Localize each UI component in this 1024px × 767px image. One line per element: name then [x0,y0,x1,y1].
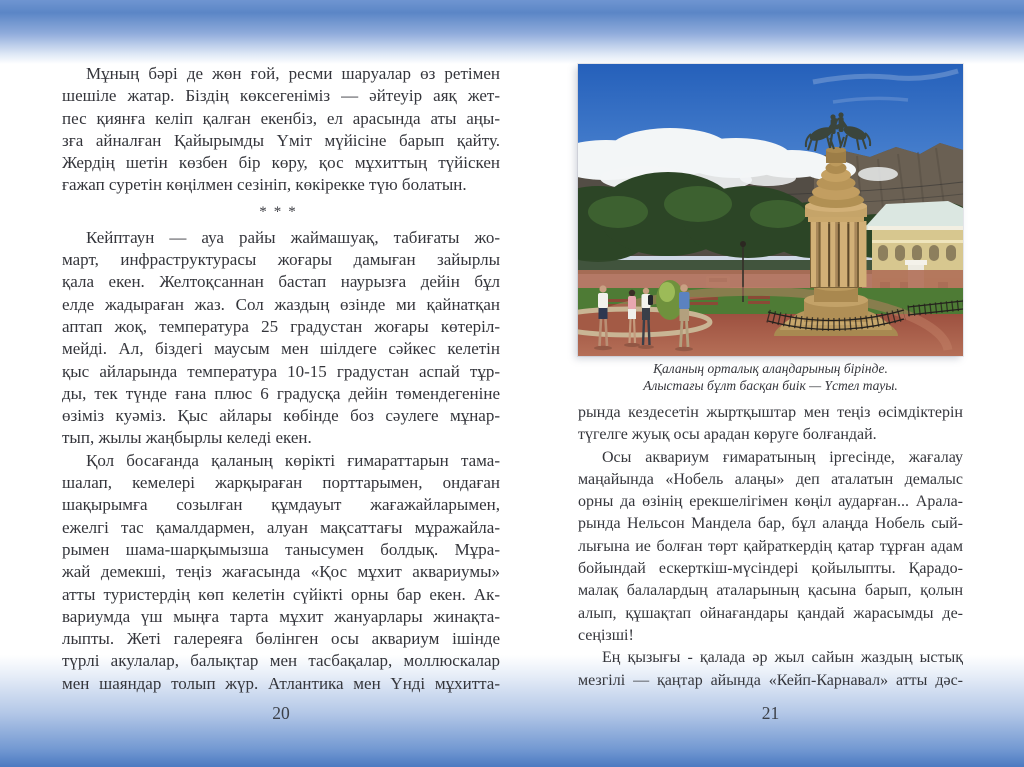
text-line: март, инфраструктурасы жоғары дамыған зайырлы [62,250,500,270]
text-line: мезгілі — қаңтар айында «Кейп-Карнавал» атты дәс- [578,671,963,689]
text-line: лығына ие болған төрт қайраткердің қатар тұрған адам [578,537,963,555]
text-line: мейді. Ал, біздегі маусым мен шілдеге сәйкес келетін [62,339,500,359]
text-line: қыс айларында температура 10-15 градустан аспай тұр- [62,361,500,381]
text-line: зға айналған Қайырымды Үміт мүйісіне барып қайту. [62,130,500,150]
text-line: мен шаяндар толып жүр. Атлантика мен Үнді мұхитта- [62,673,500,693]
right-page [512,0,1024,767]
left-page-number: 20 [272,703,290,723]
text-line: аптап жоқ, температура 25 градустан жоғары көтеріл- [62,316,500,336]
monument-photo-illustration [578,64,963,356]
text-line: өзіміз куәміз. Қыс айлары көбінде боз сәулеге мұнар- [62,406,500,426]
text-line: рымен шама-шарқымызша танысумен болдық. Мұра- [62,539,500,559]
left-text-column [62,63,500,695]
text-line: орны да өзінің ерекшелігімен көңіл аударған... Арала- [578,493,963,511]
text-line: маңайында «Нобель алаңы» деп аталатын демалыс [578,470,963,488]
text-line: Қол босағанда қаланың көрікті ғимараттарын тама- [86,450,500,470]
photo-caption [578,361,963,394]
right-text-column [578,402,963,692]
text-line: сеңізші! [578,626,634,644]
text-line: Ең қызығы - қалада әр жыл сайын жаздың ыстық [602,649,963,667]
text-line: бойындай ескерткіш-мүсіндері қойылыпты. Қарадо- [578,560,963,578]
text-line: пес қиянға келіп қалған екенбіз, ел арасында аты аңы- [62,108,500,128]
asterisk-separator: *** [259,203,303,220]
text-line: малақ балалардың аталарының қасына барып, қолын [578,582,963,600]
text-line: ды, тек түнде ғана плюс 6 градусқа дейін төмендегеніне [62,383,500,403]
monument-photo [578,64,963,356]
text-line: қала екен. Желтоқсаннан бастап наурызға дейін бұл [62,272,500,292]
text-line: ғажап суретін көңілмен сезініп, көкірекке түю болатын. [62,175,467,195]
text-line: рында кездесетін жыртқыштар мен теңіз өсімдіктерін [578,404,963,421]
caption-line-2: Алыстағы бұлт басқан биік — Үстел тауы. [643,377,898,393]
text-line: Жердің шетін көзбен бір көру, қос мұхиттың түйіскен [62,153,500,173]
text-line: Осы аквариум ғимаратының іргесінде, жағалау [602,448,963,466]
text-line: атты туристердің көп келетін сүйікті орны бар екен. Ак- [62,584,500,604]
text-line: Мұның бәрі де жөн ғой, ресми шаруалар өз ретімен [86,64,500,83]
text-line: түгелге жуық осы арадан көруге болғандай. [578,426,877,444]
text-line: рында Нельсон Мандела бар, бұл алаңда Нобель сый- [578,515,963,533]
text-line: түрлі акулалар, балықтар мен тасбақалар, моллюскалар [62,651,500,671]
text-line: шешіле жатар. Біздің көксегеніміз — әйтеуір аяқ жет- [62,86,500,106]
text-line: ежелгі тас қамалдармен, алуан мақсаттағы мұражайла- [62,517,500,537]
text-line: елде жадыраған жаз. Сол жаздың өзінде ми қайнатқан [62,294,500,314]
right-page-number: 21 [761,703,780,723]
text-line: тып, жылы жаңбырлы келеді екен. [62,428,312,448]
text-line: алып, құшақтап ойнағандары қандай жарасымды де- [578,604,963,622]
text-line: лыпты. Жеті галереяға бөлінген осы аквариум ішінде [62,629,500,649]
text-line: жай демекші, теңіз жағасында «Қос мұхит аквариумы» [62,562,500,582]
text-line: шақырымға созылған құмдауыт жағажайларымен, [62,495,500,515]
text-line: вариумда үш мыңға тарта мұхит жануарлары жинақта- [62,606,500,626]
text-line: шалап, кемелері жарқыраған порттарымен, ондаған [62,473,500,493]
text-line: Кейптаун — ауа райы жаймашуақ, табиғаты жо- [86,227,500,247]
caption-line-1: Қаланың орталық алаңдарының бірінде. [653,361,888,376]
